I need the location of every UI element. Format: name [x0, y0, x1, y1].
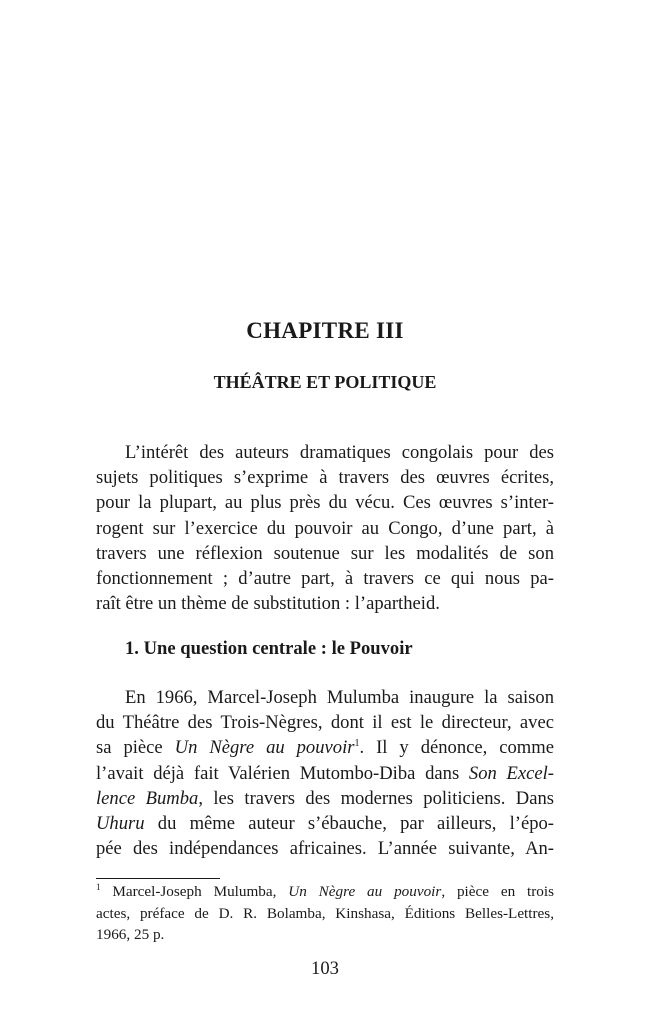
paragraph-line: raît être un thème de substitution : l’apartheid.	[96, 593, 440, 615]
paragraph-line: travers une réflexion soutenue sur les modalités de son	[96, 542, 554, 564]
text-run: Marcel-Joseph Mulumba,	[100, 883, 289, 900]
paragraph-line: pour la plupart, au plus près du vécu. Ces œuvres s’inter-	[96, 492, 554, 514]
footnote-line	[96, 881, 554, 903]
paragraph-line	[96, 786, 554, 811]
paragraph-line	[96, 811, 554, 836]
section-heading: 1. Une question centrale : le Pouvoir	[125, 638, 413, 659]
play-title: Un Nègre au pouvoir	[288, 883, 442, 900]
footnote-marker: 1	[96, 882, 101, 892]
text-run: du même auteur s’ébauche, par ailleurs, l’épo-	[144, 813, 554, 835]
paragraph-line: fonctionnement ; d’autre part, à travers ce qui nous pa-	[96, 568, 554, 590]
play-title: Uhuru	[96, 813, 145, 835]
footnote-divider	[96, 878, 220, 879]
paragraph-line: rogent sur l’exercice du pouvoir au Congo, d’une part, à	[96, 517, 554, 539]
play-title: Un Nègre au pouvoir	[174, 737, 355, 759]
chapter-title: CHAPITRE III	[246, 318, 404, 343]
footnote-line: actes, préface de D. R. Bolamba, Kinshasa, Éditions Belles-Lettres,	[96, 904, 554, 922]
play-title: lence Bumba	[96, 787, 199, 809]
paragraph-line	[96, 735, 554, 760]
paragraph-line: En 1966, Marcel-Joseph Mulumba inaugure la saison	[125, 687, 554, 708]
paragraph-line	[96, 761, 554, 786]
paragraph-line: du Théâtre des Trois-Nègres, dont il est le directeur, avec	[96, 712, 554, 734]
text-run: sa pièce	[96, 737, 175, 759]
play-title: Son Excel-	[468, 762, 554, 784]
paragraph-line: sujets politiques s’exprime à travers des œuvres écrites,	[96, 467, 554, 489]
text-run: . Il y dénonce, comme	[359, 737, 554, 759]
page-number: 103	[311, 958, 339, 979]
footnote-reference[interactable]: 1	[354, 738, 360, 750]
paragraph-line: pée des indépendances africaines. L’année suivante, An-	[96, 838, 554, 860]
footnote	[96, 881, 554, 946]
intro-paragraph	[96, 440, 554, 616]
section-paragraph	[96, 685, 554, 861]
footnote-line: 1966, 25 p.	[96, 926, 165, 943]
chapter-subtitle: THÉÂTRE ET POLITIQUE	[213, 372, 437, 392]
text-run: l’avait déjà fait Valérien Mutombo-Diba dans	[96, 762, 469, 784]
paragraph-line: L’intérêt des auteurs dramatiques congolais pour des	[125, 442, 554, 463]
text-run: , les travers des modernes politiciens. Dans	[198, 787, 555, 809]
text-run: , pièce en trois	[441, 883, 554, 900]
book-page	[96, 0, 554, 1036]
